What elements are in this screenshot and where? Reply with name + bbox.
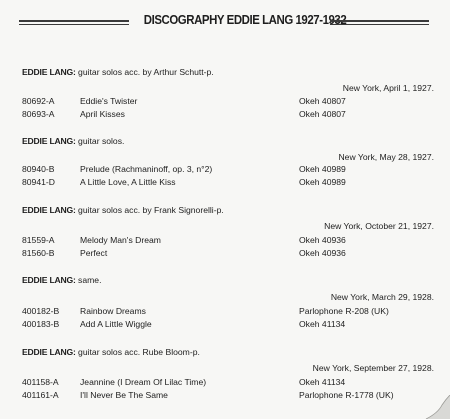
matrix-number: 80693-A	[22, 109, 55, 119]
session-header	[22, 205, 224, 215]
record-label: Okeh 40936	[299, 235, 346, 245]
track-title: Melody Man's Dream	[80, 235, 161, 245]
track-row	[0, 390, 450, 402]
record-label: Okeh 41134	[299, 319, 346, 329]
matrix-number: 401161-A	[22, 390, 59, 400]
matrix-number: 81560-B	[22, 248, 55, 258]
track-row	[0, 96, 450, 108]
matrix-number: 80940-B	[22, 164, 55, 174]
track-title: I'll Never Be The Same	[80, 390, 168, 400]
session-place-date: New York, March 29, 1928.	[330, 292, 434, 302]
session-header	[22, 347, 200, 357]
title-rule-left	[19, 20, 129, 25]
matrix-number: 400182-B	[22, 306, 60, 316]
track-row	[0, 319, 450, 331]
artist-name: EDDIE LANG:	[22, 136, 76, 146]
record-label: Okeh 40936	[299, 248, 346, 258]
session-place-date: New York, April 1, 1927.	[342, 83, 434, 93]
track-row	[0, 109, 450, 121]
session-note: guitar solos acc. by Frank Signorelli-p.	[75, 205, 224, 215]
record-label: Okeh 40989	[299, 177, 346, 187]
session-note: guitar solos.	[75, 136, 125, 146]
session-place-date: New York, October 21, 1927.	[324, 221, 434, 231]
record-label: Okeh 40807	[299, 109, 346, 119]
record-label: Okeh 40807	[299, 96, 346, 106]
matrix-number: 81559-A	[22, 235, 55, 245]
track-title: Eddie's Twister	[80, 96, 138, 106]
session-note: guitar solos acc. by Arthur Schutt-p.	[75, 67, 214, 77]
matrix-number: 80941-D	[22, 177, 55, 187]
track-title: Rainbow Dreams	[80, 306, 146, 316]
session-header	[22, 275, 101, 285]
record-label: Parlophone R-1778 (UK)	[299, 390, 394, 400]
session-note: same.	[75, 275, 102, 285]
track-row	[0, 235, 450, 247]
track-row	[0, 164, 450, 176]
page-curl-decoration	[420, 395, 450, 419]
track-row	[0, 306, 450, 318]
track-row	[0, 248, 450, 260]
session-note: guitar solos acc. Rube Bloom-p.	[75, 347, 200, 357]
track-title: Perfect	[80, 248, 108, 258]
record-label: Okeh 41134	[299, 377, 346, 387]
record-label: Parlophone R-208 (UK)	[299, 306, 389, 316]
session-header	[22, 67, 214, 77]
session-header	[22, 136, 124, 146]
track-row	[0, 377, 450, 389]
matrix-number: 80692-A	[22, 96, 55, 106]
session-place-date: New York, September 27, 1928.	[312, 363, 434, 373]
title-rule-right	[330, 20, 429, 25]
title-row	[0, 12, 450, 34]
artist-name: EDDIE LANG:	[22, 275, 76, 285]
track-row	[0, 177, 450, 189]
artist-name: EDDIE LANG:	[22, 205, 76, 215]
track-title: A Little Love, A Little Kiss	[80, 177, 176, 187]
page-title: DISCOGRAPHY EDDIE LANG 1927-1932	[143, 12, 347, 27]
track-title: Add A Little Wiggle	[80, 319, 152, 329]
artist-name: EDDIE LANG:	[22, 67, 76, 77]
record-label: Okeh 40989	[299, 164, 346, 174]
track-title: Jeannine (I Dream Of Lilac Time)	[80, 377, 207, 387]
track-title: April Kisses	[80, 109, 125, 119]
matrix-number: 401158-A	[22, 377, 59, 387]
matrix-number: 400183-B	[22, 319, 60, 329]
track-title: Prelude (Rachmaninoff, op. 3, n°2)	[80, 164, 213, 174]
artist-name: EDDIE LANG:	[22, 347, 76, 357]
session-place-date: New York, May 28, 1927.	[338, 152, 434, 162]
